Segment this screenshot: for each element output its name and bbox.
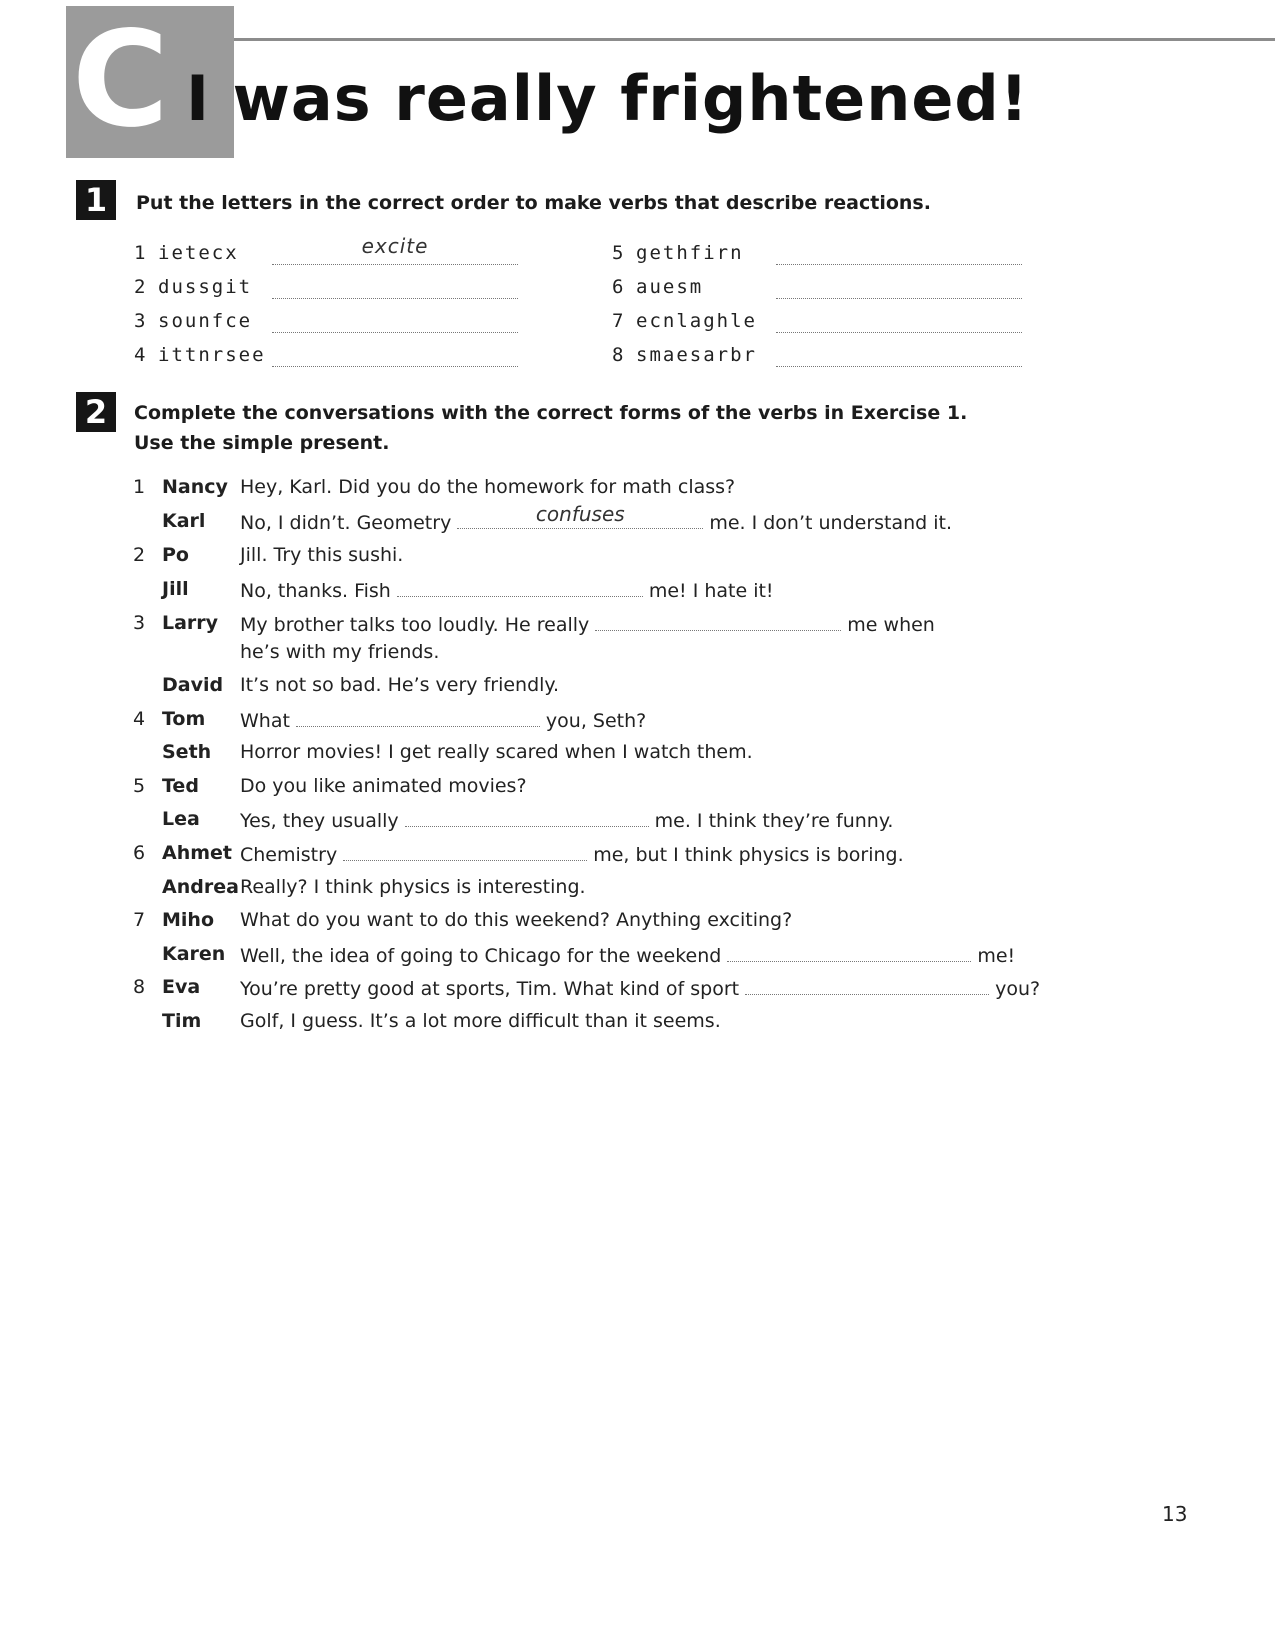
speaker-name: David [162,674,224,696]
dialogue-before-blank: Chemistry [240,844,338,866]
answer-blank[interactable] [397,578,643,597]
anagram-letters: ecnlaghle [636,310,757,332]
dialogue-before-blank: No, I didn’t. Geometry [240,512,452,534]
conversation-number: 2 [133,544,146,566]
answer-blank[interactable] [457,502,703,529]
exercise-1-instruction-text: Put the letters in the correct order to make verbs that describe reactions. [136,192,931,214]
dialogue-after-blank: me when [847,614,935,636]
answer-blank[interactable] [745,976,989,995]
dialogue-text: Hey, Karl. Did you do the homework for math class? [240,476,736,498]
dialogue-before-blank: What [240,710,290,732]
speaker-name: Miho [162,909,214,931]
unit-letter: C [72,3,169,157]
conversation-number: 7 [133,909,146,931]
anagram-item [134,272,554,306]
dialogue-text [240,578,774,602]
speaker-name: Jill [162,578,189,600]
dialogue-continuation: he’s with my friends. [240,641,440,663]
exercise-2-number: 2 [76,392,116,432]
anagram-letters: sounfce [158,310,253,332]
anagram-item [134,234,554,272]
anagram-letters: auesm [636,276,704,298]
dialogue-after-blank: me! [977,945,1016,967]
anagram-number: 4 [134,344,148,366]
anagram-item [612,340,1032,374]
anagram-number: 1 [134,242,148,264]
speaker-name: Po [162,544,189,566]
answer-blank[interactable] [405,808,649,827]
speaker-name: Tim [162,1010,202,1032]
dialogue-text: Do you like animated movies? [240,775,527,797]
conversation-number: 8 [133,976,146,998]
answer-line[interactable] [272,332,518,333]
anagram-answer: excite [361,234,429,258]
speaker-name: Seth [162,741,212,763]
page-number: 13 [1162,1502,1188,1526]
dialogue-after-blank: you? [995,978,1041,1000]
anagram-item [612,238,1032,272]
speaker-name: Eva [162,976,201,998]
dialogue-after-blank: you, Seth? [545,710,647,732]
answer-line[interactable] [272,298,518,299]
conversation-number: 4 [133,708,146,730]
header-rule [228,38,1275,41]
anagram-letters: smaesarbr [636,344,757,366]
dialogue-before-blank: Well, the idea of going to Chicago for the weekend [240,945,722,967]
dialogue-before-blank: Yes, they usually [240,810,399,832]
speaker-name: Ted [162,775,199,797]
dialogue-text [240,708,646,732]
anagram-item [612,272,1032,306]
dialogue-text: Golf, I guess. It’s a lot more difficult than it seems. [240,1010,721,1032]
dialogue-text [240,502,953,534]
speaker-name: Tom [162,708,206,730]
dialogue-text: Really? I think physics is interesting. [240,876,586,898]
dialogue-text [240,842,904,866]
dialogue-text [240,612,935,636]
anagram-number: 5 [612,242,626,264]
dialogue-before-blank: My brother talks too loudly. He really [240,614,590,636]
dialogue-text [240,976,1040,1000]
anagram-letters: gethfirn [636,242,744,264]
speaker-name: Andrea [162,876,239,898]
dialogue-after-blank: me, but I think physics is boring. [593,844,904,866]
conversation-number: 6 [133,842,146,864]
anagram-letters: ittnrsee [158,344,266,366]
anagram-item [134,306,554,340]
speaker-name: Karl [162,510,206,532]
anagram-number: 8 [612,344,626,366]
anagram-number: 2 [134,276,148,298]
conversation-number: 1 [133,476,146,498]
exercise-2-instruction-line2: Use the simple present. [134,432,390,454]
dialogue-after-blank: me. I don’t understand it. [709,512,953,534]
dialogue-text: Horror movies! I get really scared when I watch them. [240,741,753,763]
dialogue-after-blank: me. I think they’re funny. [654,810,894,832]
exercise-2-instruction [134,398,967,458]
anagram-letters: dussgit [158,276,253,298]
answer-line[interactable] [776,366,1022,367]
answer-line[interactable] [776,332,1022,333]
speaker-name: Karen [162,943,226,965]
anagram-number: 6 [612,276,626,298]
dialogue-before-blank: You’re pretty good at sports, Tim. What kind of sport [240,978,740,1000]
anagram-number: 7 [612,310,626,332]
answer-line[interactable] [272,366,518,367]
exercise-1-instruction [136,188,931,218]
answer-line[interactable] [776,264,1022,265]
answer-line[interactable] [272,264,518,265]
conversation-number: 3 [133,612,146,634]
dialogue-text: Jill. Try this sushi. [240,544,404,566]
anagram-item [612,306,1032,340]
dialogue-after-blank: me! I hate it! [648,580,774,602]
speaker-name: Ahmet [162,842,232,864]
anagram-item [134,340,554,374]
answer-blank[interactable] [343,842,587,861]
exercise-2-instruction-line1: Complete the conversations with the correct forms of the verbs in Exercise 1. [134,402,968,424]
speaker-name: Lea [162,808,200,830]
dialogue-text [240,808,893,832]
speaker-name: Nancy [162,476,228,498]
answer-blank[interactable] [595,612,841,631]
page-title: I was really frightened! [186,62,1030,135]
exercise-1-number: 1 [76,180,116,220]
answer-line[interactable] [776,298,1022,299]
answer-blank[interactable] [296,708,540,727]
blank-answer: confuses [535,502,625,526]
dialogue-text: It’s not so bad. He’s very friendly. [240,674,560,696]
dialogue-text: What do you want to do this weekend? Anything exciting? [240,909,793,931]
answer-blank[interactable] [727,943,971,962]
dialogue-before-blank: No, thanks. Fish [240,580,391,602]
conversation-number: 5 [133,775,146,797]
anagram-letters: ietecx [158,242,239,264]
dialogue-text [240,943,1015,967]
speaker-name: Larry [162,612,219,634]
anagram-number: 3 [134,310,148,332]
